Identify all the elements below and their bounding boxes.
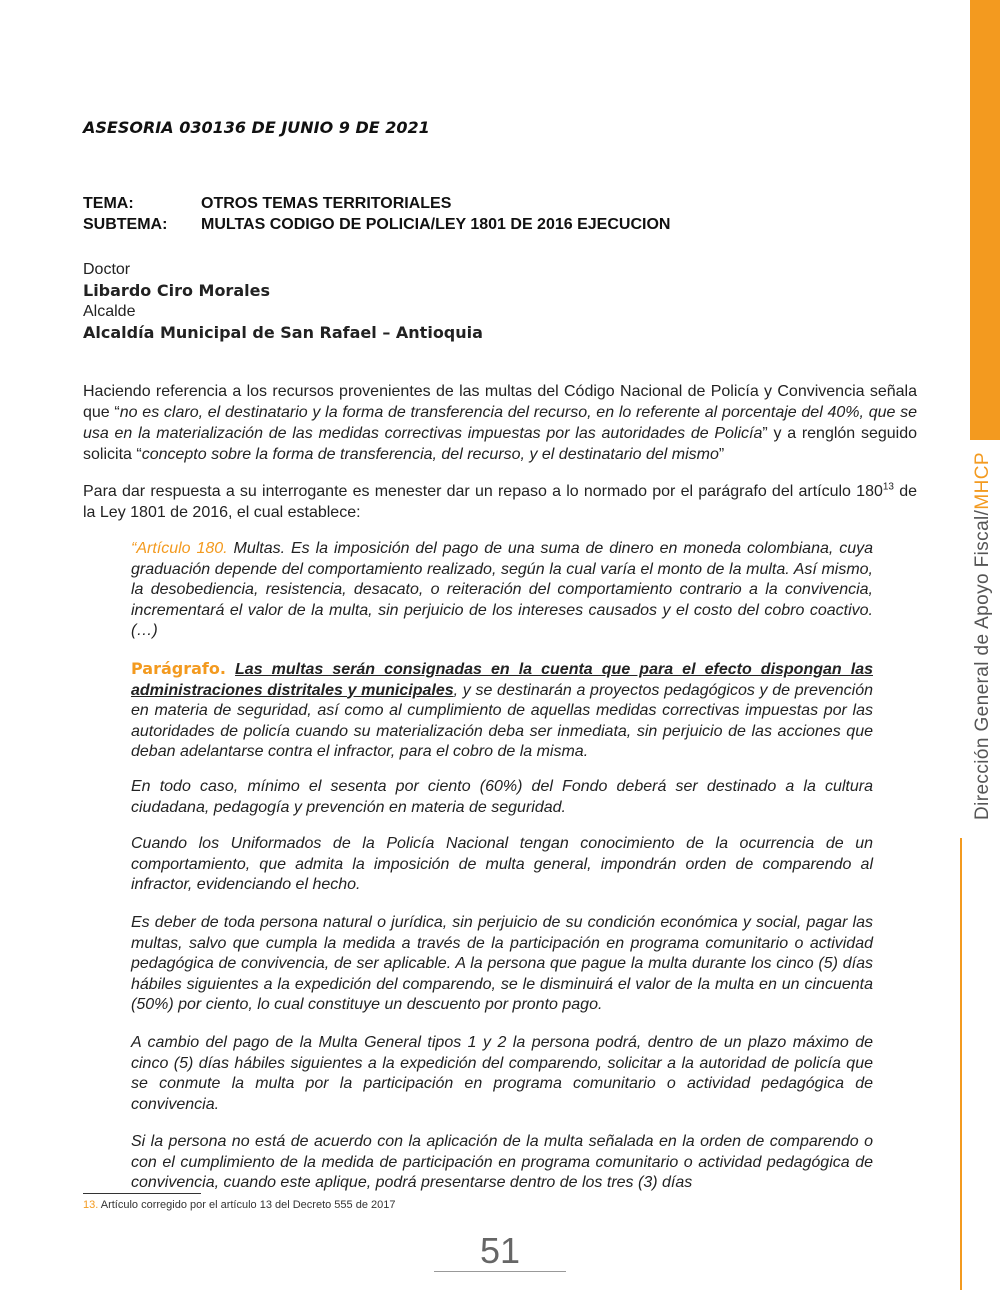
orange-side-tab (970, 0, 1000, 440)
quote-article-180: “Artículo 180. Multas. Es la imposición del pago de una suma de dinero en moneda colombiana, cuya graduación depende del comportamiento realizado, según la cual varía el monto de la multa. Así mismo, la desobediencia, resistencia, desacato, o reiteración del comportamiento contrario a la convivencia, incrementará el valor de la multa, sin perjuicio de los intereses causados y el costo del cobro coactivo. (…) (131, 540, 874, 639)
page-number: 51 (479, 1230, 521, 1271)
article-label: Artículo 180. (136, 540, 228, 557)
quote-paragraph-7: Si la persona no está de acuerdo con la aplicación de la multa señalada en la orden de comparendo o con el cumplimiento de la medida de participación en programa comunitario o actividad pedagógica de convivencia, cuando este aplique, podrá presentarse dentro de los tres (3) días (131, 1133, 873, 1191)
quote-paragrafo: Parágrafo. Las multas serán consignadas en la cuenta que para el efecto dispongan las administraciones distritales y municipales, y se destinarán a proyectos pedagógicos y de prevención en materia de seguridad, así como al cumplimiento de aquellas medidas correctivas impuestas por las autoridades de policía cuando su materialización deba ser inmediata, sin perjuicio de las acciones que deban adelantarse contra el infractor, para el cobro de la misma. (131, 659, 873, 760)
side-label-accent: MHCP (972, 452, 993, 510)
footnote-rule (83, 1193, 201, 1194)
addressee-role: Alcalde (83, 303, 136, 320)
salutation: Doctor (83, 261, 131, 278)
tema-key: TEMA: (83, 195, 134, 212)
addressee-block (83, 259, 483, 343)
quote-paragraph-4: Cuando los Uniformados de la Policía Nacional tengan conocimiento de la ocurrencia de un comportamiento, que admita la imposición de multa general, impondrán orden de comparendo al infractor, evidenciando el hecho. (131, 835, 873, 893)
footnote-ref[interactable]: 13 (882, 481, 894, 493)
quote-paragraph-3: En todo caso, mínimo el sesenta por ciento (60%) del Fondo deberá ser destinado a la cultura ciudadana, pedagogía y prevención en materia de seguridad. (131, 778, 873, 816)
subtema-key: SUBTEMA: (83, 216, 168, 233)
page-number-rule (434, 1271, 566, 1272)
paragraph-context: Para dar respuesta a su interrogante es menester dar un repaso a lo normado por el parágrafo del artículo $180^{13}$ de la Ley 1801 de 2016, el cual establece: (83, 481, 918, 521)
quote-paragraph-6: A cambio del pago de la Multa General tipos 1 y 2 la persona podrá, dentro de un plazo máximo de cinco (5) días hábiles siguientes a la expedición del comparendo, solicitar a la autoridad de policía que se conmute la multa por la participación en programa comunitario o actividad pedagógica de convivencia. (131, 1034, 873, 1113)
tema-value: OTROS TEMAS TERRITORIALES (201, 195, 452, 212)
paragraph-intro: Haciendo referencia a los recursos provenientes de las multas del Código Nacional de Policía y Convivencia señala que “no es claro, el destinatario y la forma de transferencia del recurso, en lo referente al porcentaje del 40%, que se usa en la materialización de las medidas correctivas impuestas por las autoridades de Policía” y a renglón seguido solicita “concepto sobre la forma de transferencia, del recurso, y el destinatario del mismo” (83, 383, 918, 463)
footnote: 13. Artículo corregido por el artículo 13 del Decreto 555 de 2017 (83, 1199, 396, 1211)
quote-paragraph-5: Es deber de toda persona natural o jurídica, sin perjuicio de su condición económica y social, pagar las multas, salvo que cumpla la medida a través de la participación en programa comunitario o actividad pedagógica de convivencia, de ser aplicable. A la persona que pague la multa durante los cinco (5) días hábiles siguientes a la expedición del comparendo, se le disminuirá el valor de la multa en un cincuenta (50%) por ciento, lo cual constituye un descuento por pronto pago. (131, 914, 873, 1013)
subtema-value: MULTAS CODIGO DE POLICIA/LEY 1801 DE 2016 EJECUCION (201, 216, 671, 233)
addressee-name: Libardo Ciro Morales (83, 281, 270, 300)
side-rule (960, 838, 962, 1290)
underlined-clause: Las multas serán consignadas en la cuenta que para el efecto dispongan las administraciones distritales y municipales (131, 661, 873, 699)
subject-block (83, 193, 670, 235)
document-heading: ASESORIA 030136 DE JUNIO 9 DE 2021 (83, 118, 430, 137)
addressee-entity: Alcaldía Municipal de San Rafael – Antioquia (83, 323, 483, 342)
footnote-number: 13. (83, 1199, 99, 1211)
side-label: Dirección General de Apoyo Fiscal/MHCP (972, 452, 993, 820)
paragrafo-label: Parágrafo. (131, 659, 226, 678)
